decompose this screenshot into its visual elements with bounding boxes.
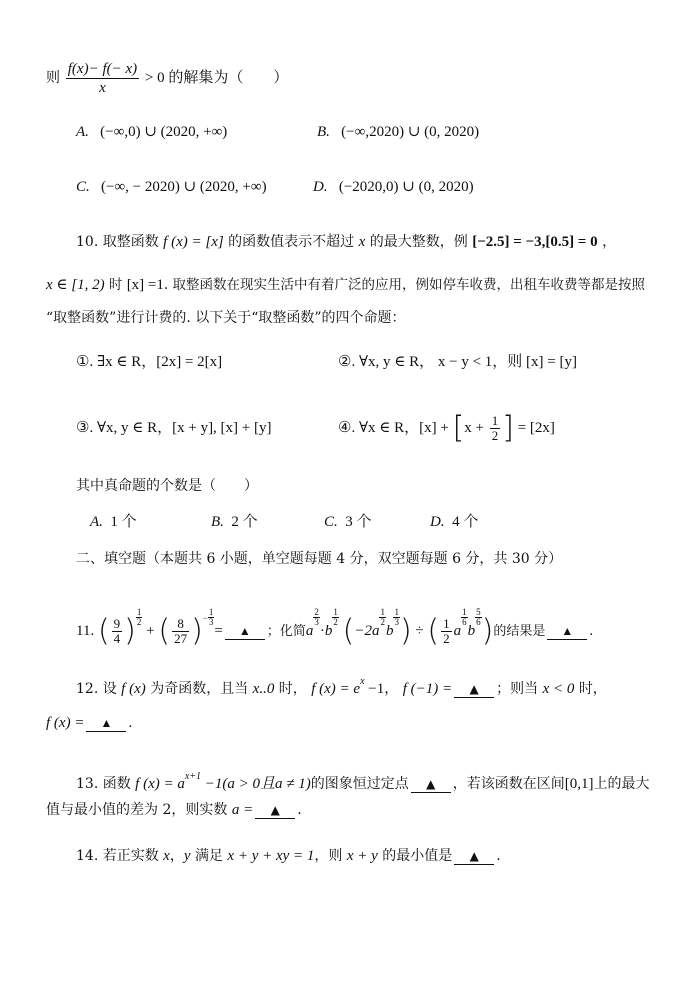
answer-blank	[547, 623, 587, 640]
option-text: (−2020,0) ∪ (0, 2020)	[338, 179, 474, 195]
exp-num: 2	[314, 607, 319, 617]
q10-example: [−2.5] = −3,[0.5] = 0	[472, 234, 598, 250]
var-b: b	[324, 623, 333, 639]
q10-line1	[76, 232, 676, 252]
q12-line1	[76, 672, 686, 699]
q13-var: a =	[231, 802, 254, 818]
frac-num: 1	[443, 616, 450, 632]
option-text: 2 个	[231, 514, 258, 530]
q13-line1	[76, 767, 686, 794]
paren-close: )	[124, 613, 136, 649]
q13-text: 上的最大	[593, 776, 650, 792]
q11-frac1	[112, 617, 123, 646]
paren-open: (	[97, 613, 110, 649]
option-label: B.	[317, 124, 330, 140]
paren-open: (	[158, 613, 171, 649]
q9-stem	[46, 60, 686, 97]
inner-term: −2a	[354, 623, 380, 639]
q11-number: 11.	[76, 623, 95, 639]
q12-text: 12. 设	[76, 681, 117, 697]
period: .	[589, 623, 594, 639]
plus-sign: +	[146, 623, 155, 639]
period: .	[128, 715, 133, 731]
option-label: A.	[76, 124, 89, 140]
frac-num: 8	[172, 617, 189, 632]
q11-frac2	[172, 617, 189, 646]
q12-text: ；则当	[496, 681, 539, 697]
q10-option-d	[430, 512, 510, 532]
triangle-icon: ▲	[469, 682, 479, 696]
q9-fraction	[66, 60, 139, 97]
q13-cond: −1(a > 0且a ≠ 1)	[201, 776, 311, 792]
answer-blank	[411, 776, 451, 793]
var-b: b	[385, 623, 394, 639]
q12-def: f (x) = e	[311, 681, 361, 697]
q11-text: ；化简	[266, 624, 306, 639]
option-text: 3 个	[345, 514, 372, 530]
q13-text: 值与最小值的差为 2，则实数	[46, 802, 228, 818]
frac-num: 9	[113, 616, 121, 632]
q12-line2	[46, 713, 346, 733]
q14-text: ，	[169, 848, 184, 864]
q14-var-x: x	[163, 848, 170, 864]
q10-text: 10. 取整函数	[76, 234, 159, 250]
exp-num: 1	[394, 607, 399, 617]
q12-cond: x..0	[252, 681, 275, 697]
q10-option-c	[324, 512, 404, 532]
proposition-text: ③. ∀x, y ∈ R，[x + y], [x] + [y]	[76, 420, 272, 436]
frac-num: 1	[491, 413, 499, 429]
option-text: (−∞, − 2020) ∪ (2020, +∞)	[101, 179, 267, 195]
q13-line2	[46, 800, 546, 820]
answer-blank	[454, 848, 494, 865]
exp-num: 1	[462, 607, 467, 617]
proposition-text: ②. ∀x, y ∈ R， x − y < 1，则 [x] = [y]	[338, 354, 577, 370]
q10-text: 时	[108, 277, 123, 293]
triangle-icon: ▲	[561, 624, 574, 638]
answer-blank	[255, 802, 295, 819]
q12-text: 为奇函数，且当	[150, 681, 249, 697]
q9-lead: 则	[46, 69, 60, 86]
exp-den: 3	[314, 617, 319, 627]
option-text: (−∞,0) ∪ (2020, +∞)	[100, 124, 228, 140]
q13-text: 13. 函数	[76, 776, 131, 792]
exp-den: 6	[476, 617, 481, 627]
paren-close: )	[481, 613, 494, 649]
proposition-text: = [2x]	[517, 420, 555, 436]
option-text: 4 个	[452, 514, 479, 530]
exp-num: 5	[476, 607, 481, 617]
q10-option-a	[90, 512, 170, 532]
q10-line3	[46, 308, 686, 328]
option-label: B.	[211, 514, 224, 530]
option-text: 1 个	[110, 514, 137, 530]
q10-proposition-4	[338, 408, 658, 448]
q9-option-c	[76, 177, 296, 197]
exp-den: 2	[333, 617, 338, 627]
option-label: C.	[76, 179, 90, 195]
q14-var-y: y	[183, 848, 191, 864]
triangle-icon: ▲	[469, 849, 479, 863]
paren-open: (	[427, 613, 440, 649]
q13-text: 的图象恒过定点	[310, 776, 409, 792]
q9-frac-num: f(x)− f(− x)	[67, 61, 138, 77]
q14	[76, 846, 676, 866]
exp-den: 3	[394, 617, 399, 627]
section-2-title	[76, 549, 676, 569]
exp-num: 1	[333, 607, 338, 617]
q13-func: f (x) = a	[135, 776, 185, 792]
dot: ·	[319, 623, 325, 639]
q11-exp1	[136, 608, 143, 627]
period: .	[297, 802, 302, 818]
q11-text: 的结果是	[493, 624, 546, 639]
answer-blank	[86, 715, 126, 732]
q12-eval: f (−1) =	[402, 681, 453, 697]
q10-text: “取整函数”进行计费的. 以下关于“取整函数”的四个命题：	[46, 310, 406, 326]
equals-sign: =	[214, 623, 223, 639]
q10-proposition-2	[338, 352, 658, 372]
q10-option-b	[211, 512, 291, 532]
triangle-icon: ▲	[100, 716, 113, 730]
exp-den: 3	[208, 617, 214, 627]
half-fraction	[490, 414, 501, 443]
paren-close: )	[191, 613, 203, 649]
paren-open: (	[342, 613, 355, 649]
q9-tail: > 0 的解集为（ ）	[144, 69, 289, 86]
exp	[332, 608, 339, 627]
q14-expr: x + y	[346, 848, 378, 864]
q12-func: f (x) =	[46, 715, 85, 731]
q10-domain: x ∈ [1, 2)	[46, 277, 105, 293]
q12-exp: x	[360, 676, 365, 687]
frac-den: 4	[113, 631, 121, 647]
divide-sign: ÷	[415, 623, 424, 639]
exp-num: 1	[380, 607, 385, 617]
q14-text: ，则	[314, 848, 343, 864]
left-bracket: [	[452, 410, 465, 446]
q10-text: 的最大整数，例	[369, 234, 468, 250]
frac-den: 2	[443, 631, 450, 647]
answer-blank	[225, 623, 265, 640]
exp-den: 6	[462, 617, 467, 627]
q9-option-d	[313, 177, 513, 197]
right-bracket: ]	[502, 410, 514, 446]
proposition-text: x +	[464, 420, 484, 436]
var-a: a	[453, 623, 462, 639]
q10-text: 其中真命题的个数是（ ）	[76, 478, 258, 494]
exp-num: 1	[136, 607, 142, 617]
q14-text: 14. 若正实数	[76, 848, 159, 864]
q14-text: 满足	[194, 848, 223, 864]
frac-den: 2	[491, 428, 499, 444]
option-label: D.	[313, 179, 328, 195]
q13-text: ，若该函数在区间	[452, 776, 565, 792]
q10-text: 的函数值表示不超过	[228, 234, 355, 250]
q10-text: ，	[602, 234, 617, 250]
q12-text: 时，	[578, 681, 607, 697]
period: .	[496, 848, 501, 864]
answer-blank	[454, 681, 494, 698]
q9-frac-den: x	[99, 80, 106, 96]
q10-var: x	[358, 234, 366, 250]
q9-option-a	[76, 122, 276, 142]
proposition-text: ①. ∃x ∈ R，[2x] = 2[x]	[76, 354, 223, 370]
q10-proposition-3	[76, 418, 316, 438]
var-b: b	[467, 623, 476, 639]
exp-den: 2	[136, 617, 142, 627]
paren-close: )	[399, 613, 412, 649]
q12-cond: x < 0	[542, 681, 575, 697]
exp-num: 1	[208, 607, 214, 617]
q11-frac3	[441, 617, 452, 646]
triangle-icon: ▲	[426, 777, 436, 791]
q10-func: f (x) = [x]	[163, 234, 224, 250]
q10-proposition-1	[76, 352, 316, 372]
q12-func: f (x)	[121, 681, 146, 697]
q9-option-b	[317, 122, 517, 142]
option-label: C.	[324, 514, 338, 530]
triangle-icon: ▲	[270, 803, 280, 817]
exp-minus: −	[202, 613, 208, 623]
q10-question	[76, 476, 476, 496]
var-a: a	[305, 623, 314, 639]
frac-den: 27	[174, 631, 188, 647]
q10-line2	[46, 275, 686, 295]
option-text: (−∞,2020) ∪ (0, 2020)	[341, 124, 480, 140]
q10-value: [x] =1	[126, 277, 164, 293]
q12-text: 时，	[278, 681, 307, 697]
q14-condition: x + y + xy = 1	[227, 848, 315, 864]
section-title: 二、填空题（本题共 6 小题，单空题每题 4 分，双空题每题 6 分，共 30 分）	[76, 551, 563, 567]
q10-text: . 取整函数在现实生活中有着广泛的应用，例如停车收费，出租车收费等都是按照	[163, 277, 645, 293]
q12-text: ，	[384, 681, 399, 697]
proposition-text: ④. ∀x ∈ R，[x] +	[338, 420, 449, 436]
q11	[76, 594, 686, 649]
exp-den: 2	[380, 617, 385, 627]
triangle-icon: ▲	[238, 624, 251, 638]
option-label: A.	[90, 514, 103, 530]
q13-interval: [0,1]	[564, 776, 594, 792]
option-label: D.	[430, 514, 445, 530]
q14-text: 的最小值是	[382, 848, 453, 864]
q13-exp: x+1	[184, 771, 202, 782]
q12-def: −1	[364, 681, 385, 697]
